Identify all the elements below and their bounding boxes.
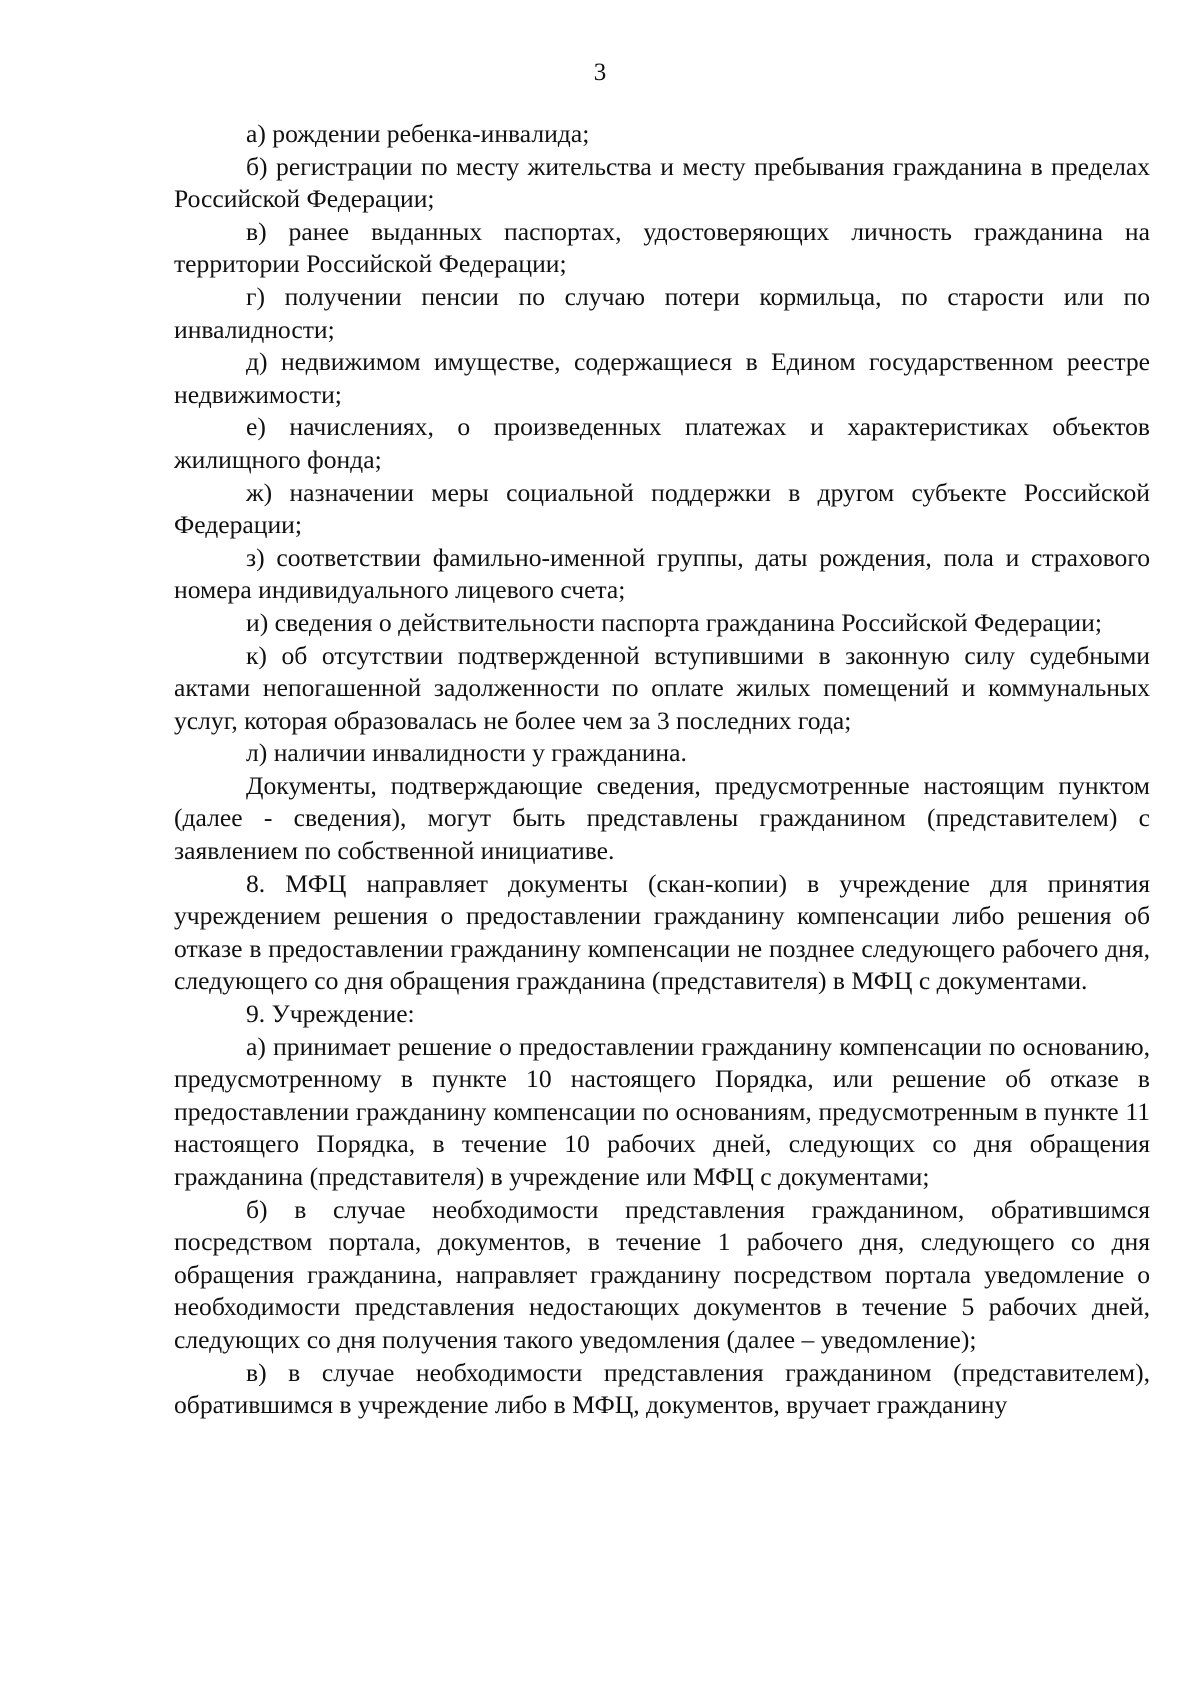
paragraph-b-registration: б) регистрации по месту жительства и месту пребывания гражданина в пределах Российской Федерации; (174, 151, 1150, 214)
paragraph-9b-portal-notice: б) в случае необходимости представления гражданином, обратившимся посредством портала, документов, в течение 1 рабочего дня, следующего со дня обращения гражданина, направляет гражданину посредством портала уведомление о необходимости представления недостающих документов в течение 5 рабочих дней, следующих со дня получения такого уведомления (далее – уведомление); (174, 1194, 1150, 1354)
document-body (174, 118, 1150, 1422)
paragraph-g-pension: г) получении пенсии по случаю потери кормильца, по старости или по инвалидности; (174, 281, 1150, 344)
paragraph-z-snils-match: з) соответствии фамильно-именной группы, даты рождения, пола и страхового номера индивидуального лицевого счета; (174, 542, 1150, 605)
paragraph-d-real-estate: д) недвижимом имуществе, содержащиеся в Едином государственном реестре недвижимости; (174, 347, 1150, 409)
paragraph-supporting-documents: Документы, подтверждающие сведения, предусмотренные настоящим пунктом (далее - сведения), могут быть представлены гражданином (представителем) с заявлением по собственной инициативе. (174, 770, 1150, 866)
paragraph-zh-social-support: ж) назначении меры социальной поддержки в другом субъекте Российской Федерации; (174, 477, 1150, 540)
paragraph-k-no-debt: к) об отсутствии подтвержденной вступившими в законную силу судебными актами непогашенной задолженности по оплате жилых помещений и коммунальных услуг, которая образовалась не более чем за 3 последних года; (174, 640, 1150, 735)
paragraph-l-disability: л) наличии инвалидности у гражданина. (246, 738, 687, 768)
paragraph-9a-decision: а) принимает решение о предоставлении гражданину компенсации по основанию, предусмотренному в пункте 10 настоящего Порядка, или решение об отказе в предоставлении гражданину компенсации по основаниям, предусмотренным в пункте 11 настоящего Порядка, в течение 10 рабочих дней, следующих со дня обращения гражданина (представителя) в учреждение или МФЦ с документами; (174, 1031, 1150, 1191)
paragraph-9v-in-person: в) в случае необходимости представления гражданином (представителем), обратившимся в учреждение либо в МФЦ, документов, вручает гражданину (174, 1357, 1150, 1420)
page-number: 3 (593, 59, 607, 86)
paragraph-8-mfc: 8. МФЦ направляет документы (скан-копии) в учреждение для принятия учреждением решения о предоставлении гражданину компенсации либо решения об отказе в предоставлении гражданину компенсации не позднее следующего рабочего дня, следующего со дня обращения гражданина (представителя) в МФЦ с документами. (174, 868, 1150, 996)
paragraph-9-institution: 9. Учреждение: (246, 999, 415, 1029)
paragraph-i-passport-validity: и) сведения о действительности паспорта гражданина Российской Федерации; (246, 607, 1102, 637)
paragraph-a-birth-disabled-child: а) рождении ребенка-инвалида; (246, 119, 590, 148)
paragraph-v-passports: в) ранее выданных паспортах, удостоверяющих личность гражданина на территории Российской Федерации; (174, 216, 1150, 279)
paragraph-e-housing-payments: е) начислениях, о произведенных платежах и характеристиках объектов жилищного фонда; (174, 412, 1150, 474)
